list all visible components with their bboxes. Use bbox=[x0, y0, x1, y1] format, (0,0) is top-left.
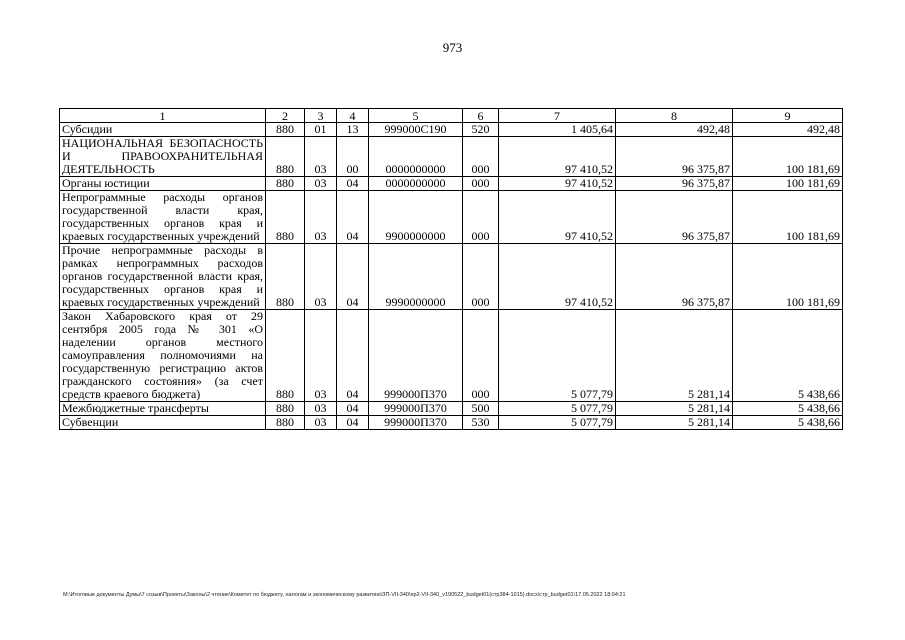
column-header: 5 bbox=[369, 109, 463, 123]
cell-amount-9: 5 438,66 bbox=[733, 416, 843, 430]
cell-code-3: 03 bbox=[305, 191, 337, 244]
column-header: 6 bbox=[463, 109, 499, 123]
cell-amount-7: 5 077,79 bbox=[499, 402, 616, 416]
cell-code-5: 999000П370 bbox=[369, 310, 463, 402]
cell-amount-7: 97 410,52 bbox=[499, 244, 616, 310]
cell-amount-7: 97 410,52 bbox=[499, 191, 616, 244]
cell-amount-7: 97 410,52 bbox=[499, 177, 616, 191]
cell-amount-8: 5 281,14 bbox=[616, 416, 733, 430]
cell-amount-8: 5 281,14 bbox=[616, 402, 733, 416]
cell-code-6: 000 bbox=[463, 310, 499, 402]
cell-code-4: 04 bbox=[337, 402, 369, 416]
table-row bbox=[60, 244, 843, 310]
column-header: 2 bbox=[266, 109, 305, 123]
table-row bbox=[60, 310, 843, 402]
cell-amount-8: 96 375,87 bbox=[616, 177, 733, 191]
cell-code-6: 000 bbox=[463, 137, 499, 177]
cell-amount-9: 100 181,69 bbox=[733, 137, 843, 177]
cell-code-2: 880 bbox=[266, 137, 305, 177]
cell-amount-7: 1 405,64 bbox=[499, 123, 616, 137]
cell-code-2: 880 bbox=[266, 416, 305, 430]
cell-amount-8: 96 375,87 bbox=[616, 191, 733, 244]
table-row bbox=[60, 137, 843, 177]
column-header: 1 bbox=[60, 109, 266, 123]
cell-code-3: 03 bbox=[305, 402, 337, 416]
cell-amount-7: 5 077,79 bbox=[499, 416, 616, 430]
cell-amount-7: 97 410,52 bbox=[499, 137, 616, 177]
row-name: Прочие непрограммные расходы в рамках непрограммных расходов органов государственной власти края, государственных органов края и краевых государственных учреждений bbox=[60, 244, 266, 310]
cell-code-6: 530 bbox=[463, 416, 499, 430]
cell-code-3: 03 bbox=[305, 177, 337, 191]
cell-amount-8: 96 375,87 bbox=[616, 244, 733, 310]
cell-code-3: 01 bbox=[305, 123, 337, 137]
cell-code-3: 03 bbox=[305, 137, 337, 177]
column-header: 7 bbox=[499, 109, 616, 123]
cell-code-2: 880 bbox=[266, 177, 305, 191]
cell-amount-9: 492,48 bbox=[733, 123, 843, 137]
cell-code-5: 0000000000 bbox=[369, 137, 463, 177]
page-number: 973 bbox=[442, 40, 463, 55]
cell-code-3: 03 bbox=[305, 310, 337, 402]
cell-code-2: 880 bbox=[266, 310, 305, 402]
cell-code-4: 04 bbox=[337, 177, 369, 191]
cell-code-5: 999000С190 bbox=[369, 123, 463, 137]
budget-table bbox=[59, 108, 843, 430]
row-name: Субсидии bbox=[60, 123, 266, 137]
cell-code-3: 03 bbox=[305, 416, 337, 430]
cell-amount-7: 5 077,79 bbox=[499, 310, 616, 402]
table-row bbox=[60, 177, 843, 191]
cell-amount-9: 100 181,69 bbox=[733, 244, 843, 310]
cell-code-6: 500 bbox=[463, 402, 499, 416]
cell-amount-9: 100 181,69 bbox=[733, 191, 843, 244]
cell-amount-9: 100 181,69 bbox=[733, 177, 843, 191]
cell-code-6: 000 bbox=[463, 177, 499, 191]
cell-amount-9: 5 438,66 bbox=[733, 402, 843, 416]
row-name: Непрограммные расходы органов государственной власти края, государственных органов края и краевых государственных учреждений bbox=[60, 191, 266, 244]
cell-amount-9: 5 438,66 bbox=[733, 310, 843, 402]
cell-code-4: 13 bbox=[337, 123, 369, 137]
cell-code-2: 880 bbox=[266, 244, 305, 310]
column-header: 9 bbox=[733, 109, 843, 123]
table-row bbox=[60, 123, 843, 137]
cell-code-4: 04 bbox=[337, 191, 369, 244]
column-header: 3 bbox=[305, 109, 337, 123]
column-header: 4 bbox=[337, 109, 369, 123]
cell-code-2: 880 bbox=[266, 191, 305, 244]
cell-code-5: 9990000000 bbox=[369, 244, 463, 310]
cell-amount-8: 5 281,14 bbox=[616, 310, 733, 402]
cell-code-6: 000 bbox=[463, 191, 499, 244]
cell-code-3: 03 bbox=[305, 244, 337, 310]
cell-code-4: 04 bbox=[337, 244, 369, 310]
row-name: НАЦИОНАЛЬНАЯ БЕЗОПАСНОСТЬ И ПРАВООХРАНИТЕЛЬНАЯ ДЕЯТЕЛЬНОСТЬ bbox=[60, 137, 266, 177]
table-row bbox=[60, 402, 843, 416]
cell-code-5: 9900000000 bbox=[369, 191, 463, 244]
cell-code-5: 0000000000 bbox=[369, 177, 463, 191]
row-name: Закон Хабаровского края от 29 сентября 2005 года № 301 «О наделении органов местного самоуправления полномочиями на государственную регистрацию актов гражданского состояния» (за счет средств краевого бюджета) bbox=[60, 310, 266, 402]
column-header: 8 bbox=[616, 109, 733, 123]
table-row bbox=[60, 416, 843, 430]
cell-code-4: 00 bbox=[337, 137, 369, 177]
row-name: Субвенции bbox=[60, 416, 266, 430]
cell-code-5: 999000П370 bbox=[369, 416, 463, 430]
table-row bbox=[60, 191, 843, 244]
cell-code-4: 04 bbox=[337, 416, 369, 430]
cell-code-6: 520 bbox=[463, 123, 499, 137]
document-path-footer: M:\Итоговые документы Думы\7 созыв\Проекты\Законы\2 чтение\Комитет по бюджету, налогам и экономическому развитию\ЗП-VII-340\пр2-VII-340_v190522_budget01(стр384-1015).docx\стр_budget01\17.05.2022 18:04:21 bbox=[63, 592, 626, 598]
cell-amount-8: 96 375,87 bbox=[616, 137, 733, 177]
row-name: Межбюджетные трансферты bbox=[60, 402, 266, 416]
row-name: Органы юстиции bbox=[60, 177, 266, 191]
cell-code-2: 880 bbox=[266, 123, 305, 137]
column-number-row bbox=[60, 109, 843, 123]
cell-code-5: 999000П370 bbox=[369, 402, 463, 416]
cell-amount-8: 492,48 bbox=[616, 123, 733, 137]
cell-code-4: 04 bbox=[337, 310, 369, 402]
cell-code-6: 000 bbox=[463, 244, 499, 310]
cell-code-2: 880 bbox=[266, 402, 305, 416]
